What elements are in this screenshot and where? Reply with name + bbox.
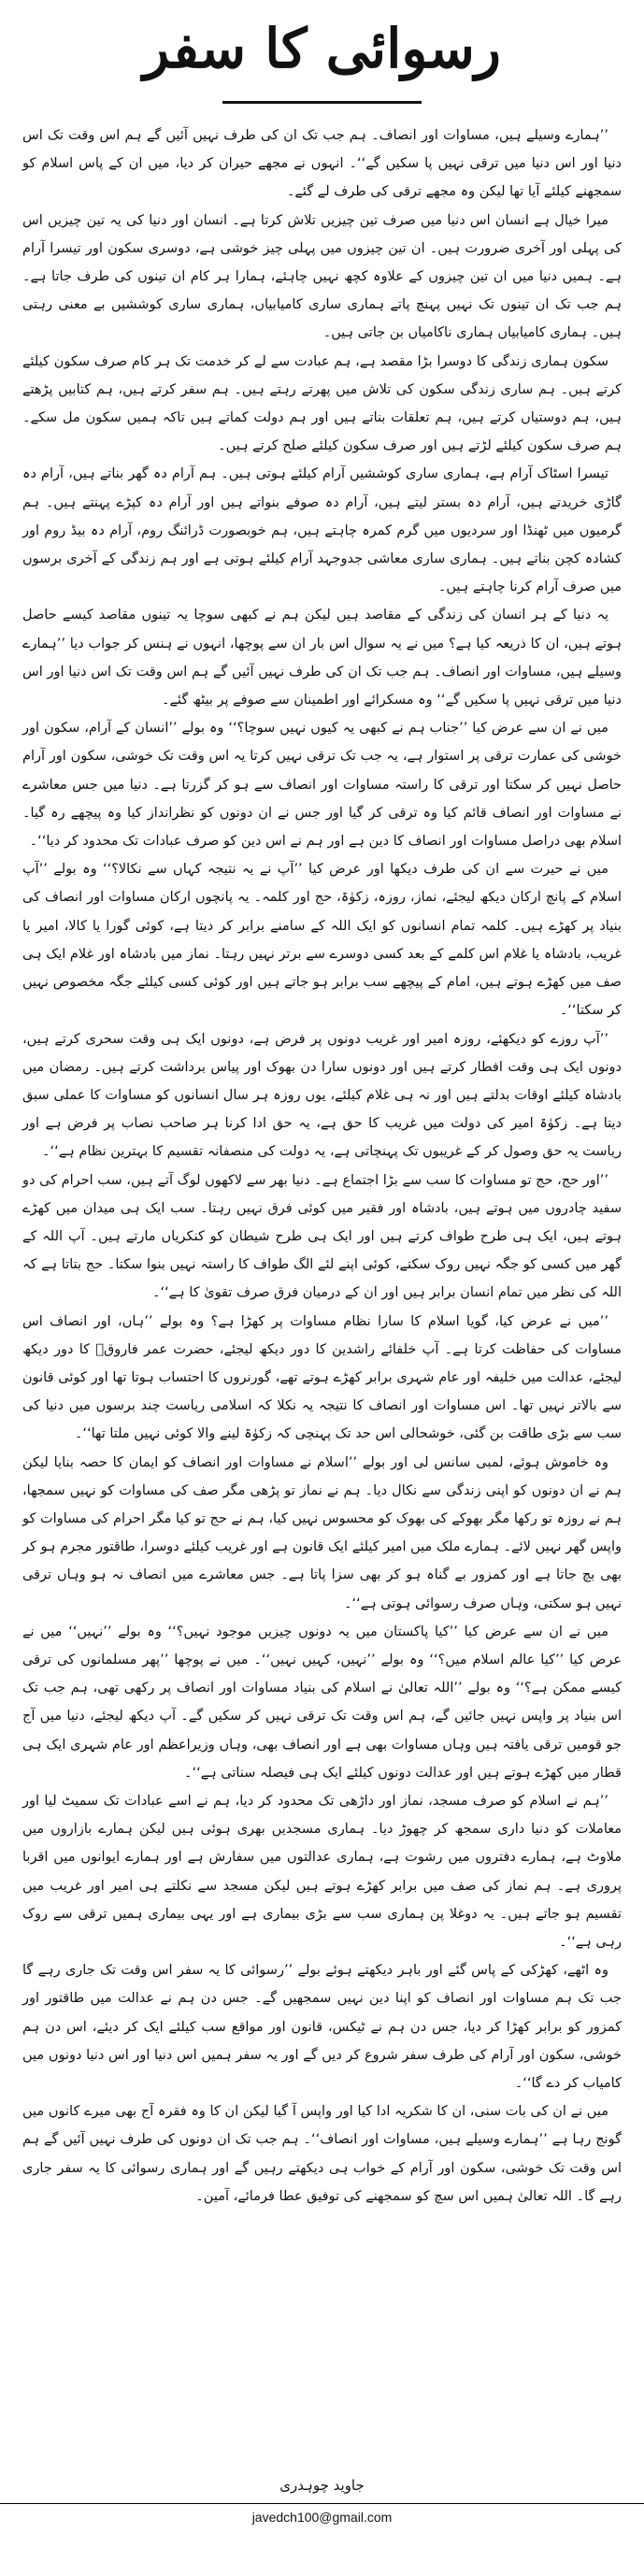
article-paragraph: وہ اٹھے، کھڑکی کے پاس گئے اور باہر دیکھتے ہوئے بولے ’’رسوائی کا یہ سفر اس وقت تک جاری رہے گا جب تک ہم مساوات اور انصاف کو اپنا دین نہیں سمجھیں گے۔ جس دن ہم نے عدالت میں طاقتور اور کمزور کو برابر کھڑا کر دیا، جس دن ہم نے ٹیکس، قانون اور مواقع سب کیلئے ایک کر دیئے، اس دن ہم خوشی، سکون اور آرام کی طرف سفر شروع کر دیں گے اور یہ سفر ہمیں اس دنیا اور اس دنیا دونوں میں کامیاب کر دے گا‘‘۔: [22, 1963, 622, 2092]
article-paragraph: میں نے ان سے عرض کیا ’’جناب ہم نے کبھی یہ کیوں نہیں سوچا؟‘‘ وہ بولے ’’انسان کے آرام، سکون اور خوشی کی عمارت ترقی پر استوار ہے، یہ جب تک ترقی نہیں کرتا یہ اس وقت تک خوشی، سکون اور آرام حاصل نہیں کر سکتا اور ترقی کا راستہ مساوات اور انصاف سے ہو کر گزرتا ہے۔ دنیا میں جس معاشرے نے مساوات اور انصاف قائم کیا وہ ترقی کر گیا اور جس نے ان دونوں کو نظرانداز کیا وہ پیچھے رہ گیا۔ اسلام بھی دراصل مساوات اور انصاف کا دین ہے اور ہم نے اس دین کو صرف عبادات تک محدود کر دیا‘‘۔: [22, 721, 622, 850]
title-underline: [222, 101, 422, 104]
article-body: [22, 122, 622, 2211]
article-paragraph: میں نے حیرت سے ان کی طرف دیکھا اور عرض کیا ’’آپ نے یہ نتیجہ کہاں سے نکالا؟‘‘ وہ بولے ’’آپ اسلام کے پانچ ارکان دیکھ لیجئے، نماز، روزہ، زکوٰۃ، حج اور کلمہ۔ یہ پانچوں ارکان مساوات اور انصاف کی بنیاد پر کھڑے ہیں۔ کلمہ تمام انسانوں کو ایک اللہ کے سامنے برابر کر دیتا ہے، کوئی گورا یا کالا، امیر یا غریب، بادشاہ یا غلام اس کلمے کے بعد کسی دوسرے سے برتر نہیں رہتا۔ نماز میں بادشاہ اور غلام ایک ہی صف میں کھڑے ہوتے ہیں، امام کے پیچھے سب برابر ہو جاتے ہیں اور کوئی کسی کیلئے جگہ مخصوص نہیں کر سکتا‘‘۔: [22, 862, 622, 1019]
article-title: رسوائی کا سفر: [143, 17, 501, 80]
article-paragraph: میں نے ان سے عرض کیا ’’کیا پاکستان میں یہ دونوں چیزیں موجود نہیں؟‘‘ وہ بولے ’’نہیں‘‘ میں نے عرض کیا ’’کیا عالم اسلام میں؟‘‘ وہ بولے ’’نہیں، کہیں نہیں‘‘۔ میں نے پوچھا ’’پھر مسلمانوں کی ترقی کیسے ممکن ہے؟‘‘ وہ بولے ’’اللہ تعالیٰ نے اسلام کی بنیاد مساوات اور انصاف پر رکھی تھی، ہم جب تک اس بنیاد پر واپس نہیں جائیں گے، ہم اس وقت تک ترقی نہیں کر سکیں گے۔ آپ دیکھ لیجئے، دنیا میں آج جو قومیں ترقی یافتہ ہیں وہاں مساوات بھی ہے اور انصاف بھی، وہاں وزیراعظم اور عام شہری ایک ہی قطار میں کھڑے ہوتے ہیں اور عدالت دونوں کیلئے ایک ہی فیصلہ سناتی ہے‘‘۔: [22, 1624, 622, 1781]
article-paragraph: سکون ہماری زندگی کا دوسرا بڑا مقصد ہے، ہم عبادت سے لے کر خدمت تک ہر کام صرف سکون کیلئے کرتے ہیں۔ ہم ساری زندگی سکون کی تلاش میں پھرتے رہتے ہیں۔ ہم سفر کرتے ہیں، ہم کتابیں پڑھتے ہیں، ہم دوستیاں کرتے ہیں، ہم تعلقات بناتے ہیں اور ہم دولت کماتے ہیں تاکہ ہمیں سکون مل سکے۔ ہم صرف سکون کیلئے لڑتے ہیں اور صرف سکون کیلئے صلح کرتے ہیں۔: [22, 353, 622, 454]
article-paragraph: میرا خیال ہے انسان اس دنیا میں صرف تین چیزیں تلاش کرتا ہے۔ انسان اور دنیا کی یہ تین چیزیں اس کی پہلی اور آخری ضرورت ہیں۔ ان تین چیزوں میں پہلی چیز خوشی ہے، دوسری سکون اور تیسرا آرام ہے۔ ہمیں دنیا میں ان تین چیزوں کے علاوہ کچھ نہیں چاہئے، ہمارا ہر کام ان تینوں کی طرف جاتا ہے۔ ہم جب تک ان تینوں تک نہیں پہنچ پاتے ہماری ساری کامیابیاں، ہماری ساری کوششیں بے معنی رہتی ہیں۔ ہماری کامیابیاں ہماری ناکامیاں بن جاتی ہیں۔: [22, 212, 622, 341]
article-paragraph: ’’اور حج، حج تو مساوات کا سب سے بڑا اجتماع ہے۔ دنیا بھر سے لاکھوں لوگ آتے ہیں، سب احرام کی دو سفید چادروں میں ہوتے ہیں، بادشاہ اور فقیر میں کوئی فرق نہیں رہتا۔ سب ایک ہی میدان میں کھڑے ہوتے ہیں، ایک ہی طرح طواف کرتے ہیں اور ایک ہی طرح شیطان کو کنکریاں مارتے ہیں۔ آپ اللہ کے گھر میں کسی کو جگہ نہیں روک سکتے، کوئی اپنے لئے الگ طواف کا راستہ نہیں بنوا سکتا۔ حج بتاتا ہے کہ اللہ کی نظر میں تمام انسان برابر ہیں اور ان کے درمیان فرق صرف تقویٰ کا ہے‘‘۔: [22, 1172, 622, 1301]
article-paragraph: وہ خاموش ہوئے، لمبی سانس لی اور بولے ’’اسلام نے مساوات اور انصاف کو ایمان کا حصہ بنایا لیکن ہم نے ان دونوں کو اپنی زندگی سے نکال دیا۔ ہم نے نماز تو پڑھی مگر صف کی مساوات کو نہیں سمجھا، ہم نے روزہ تو رکھا مگر بھوکے کی بھوک کو محسوس نہیں کیا، ہم نے حج تو کیا مگر احرام کی مساوات کو واپس گھر نہیں لائے۔ ہمارے ملک میں امیر کیلئے ایک قانون ہے اور غریب کیلئے دوسرا، طاقتور مجرم ہو کر بھی بچ جاتا ہے اور کمزور بے گناہ ہو کر بھی سزا پاتا ہے۔ جس معاشرے میں انصاف نہ ہو وہاں ترقی نہیں ہو سکتی، وہاں صرف رسوائی ہوتی ہے‘‘۔: [22, 1454, 622, 1611]
article-paragraph: یہ دنیا کے ہر انسان کی زندگی کے مقاصد ہیں لیکن ہم نے کبھی سوچا یہ تینوں مقاصد کیسے حاصل ہوتے ہیں، ان کا ذریعہ کیا ہے؟ میں نے یہ سوال اس بار ان سے پوچھا، انہوں نے ہنس کر جواب دیا ’’ہمارے وسیلے ہیں، مساوات اور انصاف۔ ہم جب تک ان کی طرف نہیں آئیں گے ہم اس وقت تک اس دنیا اور اس دنیا میں ترقی نہیں پا سکیں گے‘‘ وہ مسکرائے اور اطمینان سے صوفے پر بیٹھ گئے۔: [22, 608, 622, 708]
author-email: javedch100@gmail.com: [251, 2510, 393, 2525]
article-paragraph: تیسرا اسٹاک آرام ہے، ہماری ساری کوششیں آرام کیلئے ہوتی ہیں۔ ہم آرام دہ گھر بناتے ہیں، آرام دہ گاڑی خریدتے ہیں، آرام دہ بستر لیتے ہیں، آرام دہ صوفے بنواتے ہیں اور آرام دہ کپڑے پہنتے ہیں۔ ہم گرمیوں میں ٹھنڈا اور سردیوں میں گرم کمرہ چاہتے ہیں، ہم خوبصورت ڈرائنگ روم، آرام دہ بیڈ روم اور کشادہ کچن بناتے ہیں۔ ہماری ساری معاشی جدوجہد آرام کیلئے ہوتی ہے اور ہم زندگی کے آخری برسوں میں صرف آرام کرنا چاہتے ہیں۔: [22, 466, 622, 595]
article-paragraph: ’’میں نے عرض کیا، گویا اسلام کا سارا نظام مساوات پر کھڑا ہے؟ وہ بولے ’’ہاں، اور انصاف اس مساوات کی حفاظت کرتا ہے۔ آپ خلفائے راشدین کا دور دیکھ لیجئے، حضرت عمر فاروقؓ کا دور دیکھ لیجئے، عدالت میں خلیفہ اور عام شہری برابر کھڑے ہوتے تھے، گورنروں کا احتساب ہوتا تھا اور کوئی قانون سے بالاتر نہیں تھا۔ اس مساوات اور انصاف کا نتیجہ یہ نکلا کہ اسلامی ریاست چند برسوں میں دنیا کی سب سے بڑی طاقت بن گئی، خوشحالی اس حد تک پہنچی کہ زکوٰۃ لینے والا کوئی نہیں ملتا تھا‘‘۔: [22, 1313, 622, 1442]
header: [0, 0, 644, 126]
article-paragraph: ’’آپ روزے کو دیکھئے، روزہ امیر اور غریب دونوں پر فرض ہے، دونوں ایک ہی وقت سحری کرتے ہیں، دونوں ایک ہی وقت افطار کرتے ہیں اور دونوں سارا دن بھوک اور پیاس برداشت کرتے ہیں۔ رمضان میں بادشاہ کیلئے اوقات بدلتے ہیں اور نہ ہی غلام کیلئے، یوں روزہ ہر سال انسانوں کو مساوات کا عملی سبق دیتا ہے۔ زکوٰۃ امیر کی دولت میں غریب کا حق ہے، یہ حق ادا کرنا ہر صاحب نصاب پر فرض ہے اور ریاست یہ حق وصول کر کے غریبوں تک پہنچاتی ہے، یہ دولت کی منصفانہ تقسیم کا بہترین نظام ہے‘‘۔: [22, 1031, 622, 1160]
author-signature: جاوید چوہدری: [279, 2477, 365, 2494]
article-paragraph: ’’ہم نے اسلام کو صرف مسجد، نماز اور داڑھی تک محدود کر دیا، ہم نے اسے عبادات تک سمیٹ لیا اور معاملات کو دنیا داری سمجھ کر چھوڑ دیا۔ ہماری مسجدیں بھری ہوئی ہیں لیکن ہمارے بازاروں میں ملاوٹ ہے، ہمارے دفتروں میں رشوت ہے، ہماری عدالتوں میں سفارش ہے اور ہمارے ایوانوں میں اقربا پروری ہے۔ ہم نماز کی صف میں برابر کھڑے ہوتے ہیں لیکن مسجد سے نکلتے ہی امیر اور غریب میں تقسیم ہو جاتے ہیں۔ یہ دوغلا پن ہماری سب سے بڑی بیماری ہے اور یہی بیماری ہمیں ترقی سے روک رہی ہے‘‘۔: [22, 1793, 622, 1950]
article-paragraph: ’’ہمارے وسیلے ہیں، مساوات اور انصاف۔ ہم جب تک ان کی طرف نہیں آئیں گے ہم اس وقت تک اس دنیا اور اس دنیا میں ترقی نہیں پا سکیں گے‘‘۔ انہوں نے مجھے حیران کر دیا، میں ان کے پاس اسلام کو سمجھنے کیلئے آیا تھا لیکن وہ مجھے ترقی کی طرف لے گئے۔: [22, 128, 622, 200]
article-paragraph: میں نے ان کی بات سنی، ان کا شکریہ ادا کیا اور واپس آ گیا لیکن ان کا وہ فقرہ آج بھی میرے کانوں میں گونج رہا ہے ’’ہمارے وسیلے ہیں، مساوات اور انصاف‘‘۔ ہم جب تک ان دونوں کی طرف نہیں آئیں گے ہم اس وقت تک خوشی، سکون اور آرام کے خواب ہی دیکھتے رہیں گے اور ہماری رسوائی کا یہ سفر جاری رہے گا۔ اللہ تعالیٰ ہمیں اس سچ کو سمجھنے کی توفیق عطا فرمائے، آمین۔: [22, 2104, 622, 2204]
footer-divider: [0, 2503, 644, 2504]
byline: [0, 2475, 644, 2569]
